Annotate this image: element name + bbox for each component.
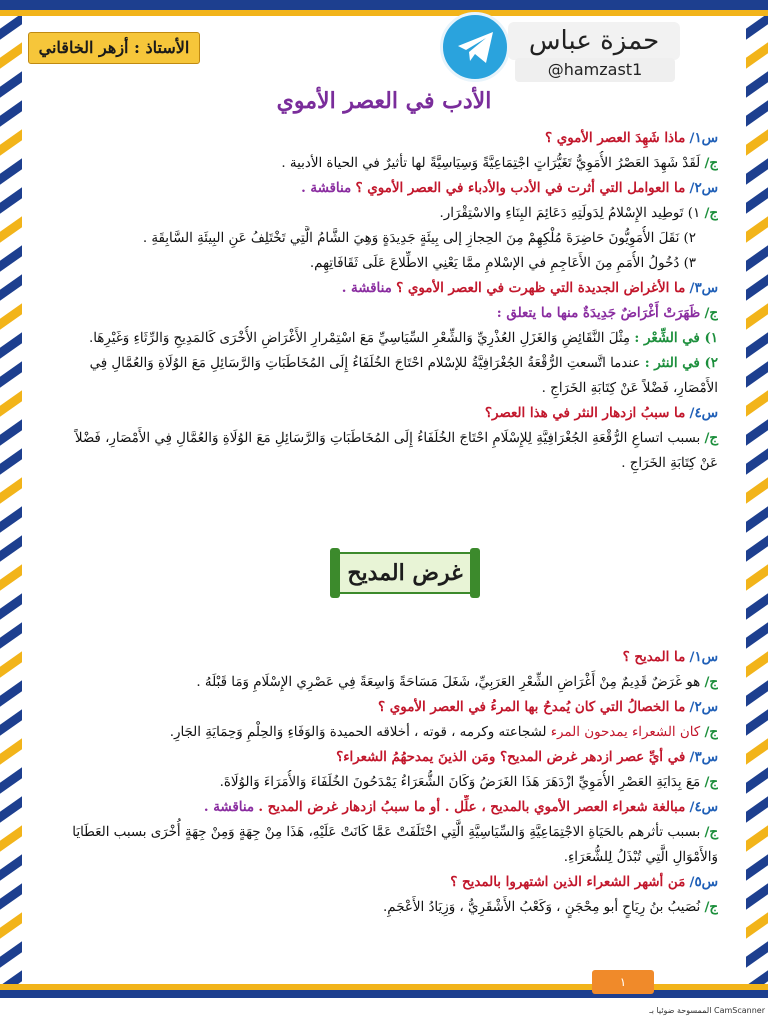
border-stripe [746,736,768,766]
border-stripe [746,852,768,882]
border-stripe [0,765,22,795]
border-stripe [0,794,22,824]
border-stripe [746,678,768,708]
border-stripe [746,16,768,42]
border-stripe [0,823,22,853]
answer-line: ٢) في النثر : عندما اتَّسعتِ الرُّقْعَةُ الجُغْرَافِيَّةُ للإسْلام احْتَاجَ الخُلَفَاءُ إِلَى المُخَاطَبَاتِ وَالرَّسَائِلِ مَعَ الوُلَاةِ وَالعُمَّالِ فِي الأَمْصَارِ، فَضْلاً عَنْ كِتَابَةِ الخَرَاجِ . [89,355,718,396]
border-stripe [0,562,22,592]
border-stripe [0,939,22,969]
border-stripe [0,330,22,360]
top-border [0,0,768,10]
border-stripe [0,475,22,505]
answer-line: ج/ هو غَرَضٌ قَدِيمٌ مِنْ أَغْرَاضِ الشِّعْرِ العَرَبِيِّ، شَغَلَ مَسَاحَةً وَاسِعَةً فِي عَصْرِي الإِسْلَامِ وَمَا قَبْلَهُ . [196,674,718,690]
border-stripe [0,968,22,984]
part2-content [60,645,718,920]
border-stripe [746,40,768,70]
question-line: س٢/ ما الخصالُ التي كان يُمدحُ بها المرءُ في العصر الأموي ؟ [378,699,718,715]
border-stripe [746,533,768,563]
answer-line: ١) في الشِّعْر : مِثْلَ النَّقَائِضِ وَالغَزَلِ العُذْرِيِّ وَالشِّعْرِ السِّيَاسِيِّ مَعَ اسْتِمْرارِ الأَغْرَاضِ الأُخْرَى كَالمَدِيحِ وَالرِّثَاءِ وَغَيْرِهَا. [88,330,718,346]
border-stripe [0,446,22,476]
border-stripe [746,156,768,186]
border-stripe [0,98,22,128]
answer-line: ج/ مَعَ بِدَايَةِ العَصْرِ الأُمَوِيِّ ازْدَهَرَ هَذَا الغَرَضُ وَكَانَ الشُّعَرَاءُ يَمْدَحُونَ الخُلَفَاءَ وَالأُمَرَاءَ وَالوُلَاةَ. [219,774,718,790]
border-stripe [0,388,22,418]
border-stripe [746,620,768,650]
right-border-stripes [746,16,768,984]
border-stripe [0,69,22,99]
left-border-stripes [0,16,22,984]
question-line: س٣/ في أيِّ عصر ازدهر غرض المديح؟ ومَن الذينَ يمدحهُمُ الشعراء؟ [336,749,718,765]
brand-name: حمزة عباس [508,22,680,60]
border-stripe [0,649,22,679]
border-stripe [746,98,768,128]
question-line: س١/ ما المديح ؟ [622,649,718,665]
border-stripe [746,562,768,592]
border-stripe [746,910,768,940]
border-stripe [746,649,768,679]
border-stripe [746,185,768,215]
border-stripe [0,881,22,911]
border-stripe [746,765,768,795]
border-stripe [0,243,22,273]
border-stripe [746,417,768,447]
border-stripe [746,707,768,737]
border-stripe [746,243,768,273]
border-stripe [0,301,22,331]
border-stripe [746,794,768,824]
border-stripe [0,591,22,621]
answer-line: ٣) دُخُولُ الأُمَمِ مِنَ الأَعَاجِمِ في الإسْلامِ ممَّا يَعْنِي الاطِّلاعَ عَلَى ثَقَافَاتِهِم. [309,256,696,271]
border-stripe [0,736,22,766]
page-title: الأدب في العصر الأموي [276,88,492,114]
answer-line: ج/ ١) تَوطِيد الإِسْلامُ لِدَولَتِهِ دَعَائِمَ البِنَاءِ والاسْتِقْرَار. [439,205,718,221]
top-border-accent [0,10,768,16]
border-stripe [0,852,22,882]
border-stripe [746,214,768,244]
border-stripe [746,504,768,534]
border-stripe [746,881,768,911]
telegram-icon [440,12,510,82]
border-stripe [0,156,22,186]
question-line: س٣/ ما الأغراض الجديدة التي ظهرت في العصر الأموي ؟ مناقشة . [341,280,718,296]
question-line: س٥/ مَن أشهر الشعراء الذين اشتهروا بالمديح ؟ [450,874,718,890]
border-stripe [746,388,768,418]
border-stripe [746,591,768,621]
border-stripe [0,359,22,389]
border-stripe [0,504,22,534]
border-stripe [0,620,22,650]
answer-line: ٢) نَقَلَ الأُمَوِيُّونَ حَاضِرَةَ مُلْكِهِمْ مِنَ الحِجازِ إلى بِيئَةٍ جَدِيدَةٍ وَهِيَ الشَّامُ الَّتِي تَخْتَلِفُ عَنِ البِيئَةِ السَّابِقَةِ . [142,231,696,246]
border-stripe [0,16,22,42]
page-number: ١ [592,970,654,994]
answer-line: ج/ نُصَيبُ بنُ رِيَاحٍ أبو مِحْجَنٍ ، وَكَعْبُ الأَشْقَرِيُّ ، وَزِيَادُ الأَعْجَمِ. [383,899,718,915]
border-stripe [0,214,22,244]
border-stripe [0,678,22,708]
border-stripe [0,910,22,940]
question-line: س٤/ مبالغة شعراء العصر الأموي بالمديح ، علِّل . أو ما سببُ ازدهار غرض المديح . مناقشة . [203,799,718,815]
part1-content [60,126,718,476]
answer-line: ج/ كان الشعراء يمدحون المرء لشجاعته وكرمه ، قوته ، أخلاقه الحميدة وَالوَفَاءِ وَالحِلْمِ وَحِمَايَةِ الجَارِ. [169,724,718,740]
answer-line: ج/ ظَهَرَتْ أَغْرَاضٌ جَدِيدَةٌ منها ما يتعلق : [496,305,718,321]
question-line: س٤/ ما سببُ ازدهار النثر في هذا العصر؟ [484,405,718,421]
border-stripe [0,417,22,447]
border-stripe [746,475,768,505]
answer-line: ج/ لَقَدْ شَهِدَ العَصْرُ الأُمَوِيُّ تَغَيُّرَاتٍ اجْتِمَاعِيَّةً وَسِيَاسِيَّةً لها تأثيرٌ في الحياة الأدبية . [281,155,718,171]
border-stripe [746,939,768,969]
border-stripe [746,330,768,360]
border-stripe [746,446,768,476]
border-stripe [746,272,768,302]
section-banner [330,548,480,598]
telegram-handle: @hamzast1 [515,58,675,82]
question-line: س٢/ ما العوامل التي أثرت في الأدب والأدباء في العصر الأموي ؟ مناقشة . [301,180,718,196]
border-stripe [746,823,768,853]
border-stripe [0,533,22,563]
question-line: س١/ ماذا شَهِدَ العصر الأموي ؟ [544,130,718,146]
border-stripe [0,40,22,70]
border-stripe [0,707,22,737]
scanner-watermark: الممسوحة ضوئيا بـ CamScanner [649,1006,765,1015]
teacher-name-plate: الأستاذ : أزهر الخاقاني [28,32,200,64]
border-stripe [746,301,768,331]
border-stripe [0,272,22,302]
border-stripe [746,69,768,99]
banner-title: غرض المديح [338,552,472,594]
border-stripe [0,185,22,215]
border-stripe [0,127,22,157]
answer-line: ج/ بسبب اتساعِ الرُّقْعَةِ الجُغْرَافِيَّةِ لِلإِسْلَامِ احْتَاجَ الخُلَفَاءُ إِلَى المُخَاطَبَاتِ وَالرَّسَائِلِ مَعَ الوُلَاةِ وَالعُمَّالِ فِي الأَمْصَارِ، فَضْلاً عَنْ كِتَابَةِ الخَرَاجِ . [74,430,718,471]
border-stripe [746,968,768,984]
answer-line: ج/ بسبب تأثرهم بالحَيَاةِ الاجْتِمَاعِيَّةِ وَالسِّيَاسِيَّةِ الَّتِي اخْتَلَفَتْ عَمَّا كَانَتْ عَلَيْهِ، هَذَا مِنْ جِهَةٍ وَمِنْ جِهَةٍ أُخْرَى بسبب العَطَايَا وَالأَمْوَالِ الَّتِي تُبْذَلُ لِلشُّعَرَاءِ. [72,824,718,865]
border-stripe [746,127,768,157]
banner-scroll-right [470,548,480,598]
border-stripe [746,359,768,389]
